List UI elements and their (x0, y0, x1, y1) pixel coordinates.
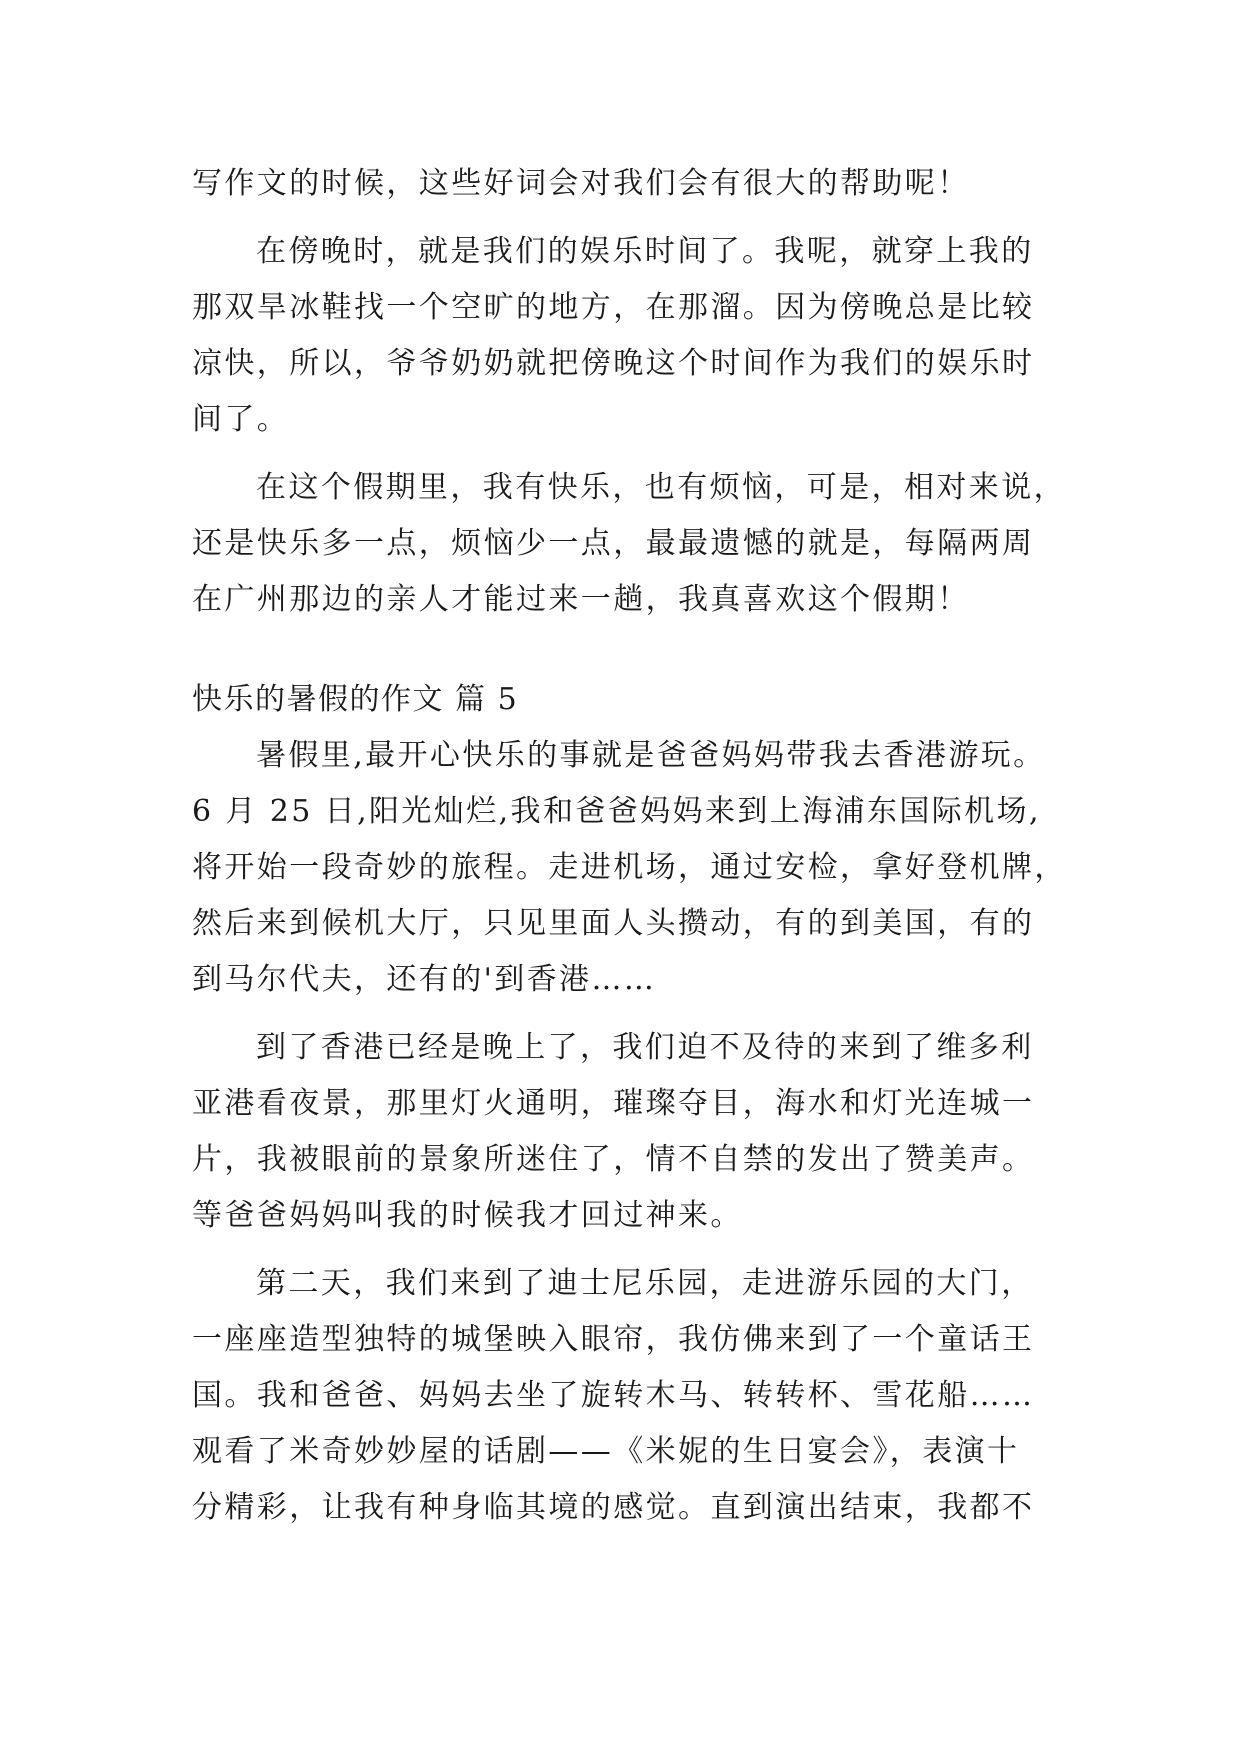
text-line: 写作文的时候，这些好词会对我们会有很大的帮助呢！ (192, 166, 970, 201)
text-line: 亚港看夜景，那里灯火通明，璀璨夺目，海水和灯光连城一 (192, 1086, 1035, 1121)
text-line: 6 月 25 日,阳光灿烂,我和爸爸妈妈来到上海浦东国际机场, (192, 794, 1041, 829)
text-line: 第二天，我们来到了迪士尼乐园，走进游乐园的大门， (256, 1266, 1034, 1301)
text-line: 在广州那边的亲人才能过来一趟，我真喜欢这个假期！ (192, 582, 970, 617)
paragraph (192, 460, 1066, 628)
text-line: 分精彩，让我有种身临其境的感觉。直到演出结束，我都不 (192, 1490, 1035, 1525)
text-line: 到马尔代夫，还有的'到香港…… (192, 962, 657, 997)
text-line: 将开始一段奇妙的旅程。走进机场，通过安检，拿好登机牌， (192, 850, 1067, 885)
text-line: 暑假里,最开心快乐的事就是爸爸妈妈带我去香港游玩。 (256, 738, 1046, 773)
document-body (192, 156, 1067, 1536)
text-line: 观看了米奇妙妙屋的话剧——《米妮的生日宴会》，表演十 (192, 1434, 1020, 1469)
text-line: 在傍晚时，就是我们的娱乐时间了。我呢，就穿上我的 (256, 234, 1034, 269)
paragraph (192, 1020, 1062, 1244)
text-line: 还是快乐多一点，烦恼少一点，最最遗憾的就是，每隔两周 (192, 526, 1035, 561)
paragraph (192, 1256, 1062, 1536)
text-line: 等爸爸妈妈叫我的时候我才回过神来。 (192, 1198, 743, 1233)
text-line: 然后来到候机大厅，只见里面人头攒动，有的到美国，有的 (192, 906, 1035, 941)
paragraph (192, 224, 1062, 448)
paragraph (192, 728, 1067, 1008)
paragraph (192, 156, 1062, 212)
text-line: 凉快，所以，爷爷奶奶就把傍晚这个时间作为我们的娱乐时 (192, 346, 1035, 381)
text-line: 在这个假期里，我有快乐，也有烦恼，可是，相对来说， (256, 470, 1066, 505)
text-line: 到了香港已经是晚上了，我们迫不及待的来到了维多利 (256, 1030, 1034, 1065)
text-line: 国。我和爸爸、妈妈去坐了旋转木马、转转杯、雪花船…… (192, 1378, 1035, 1413)
section-heading: 快乐的暑假的作文 篇 5 (192, 682, 519, 717)
text-line: 片，我被眼前的景象所迷住了，情不自禁的发出了赞美声。 (192, 1142, 1035, 1177)
text-line: 一座座造型独特的城堡映入眼帘，我仿佛来到了一个童话王 (192, 1322, 1035, 1357)
text-line: 间了。 (192, 402, 290, 437)
text-line: 那双旱冰鞋找一个空旷的地方，在那溜。因为傍晚总是比较 (192, 290, 1035, 325)
